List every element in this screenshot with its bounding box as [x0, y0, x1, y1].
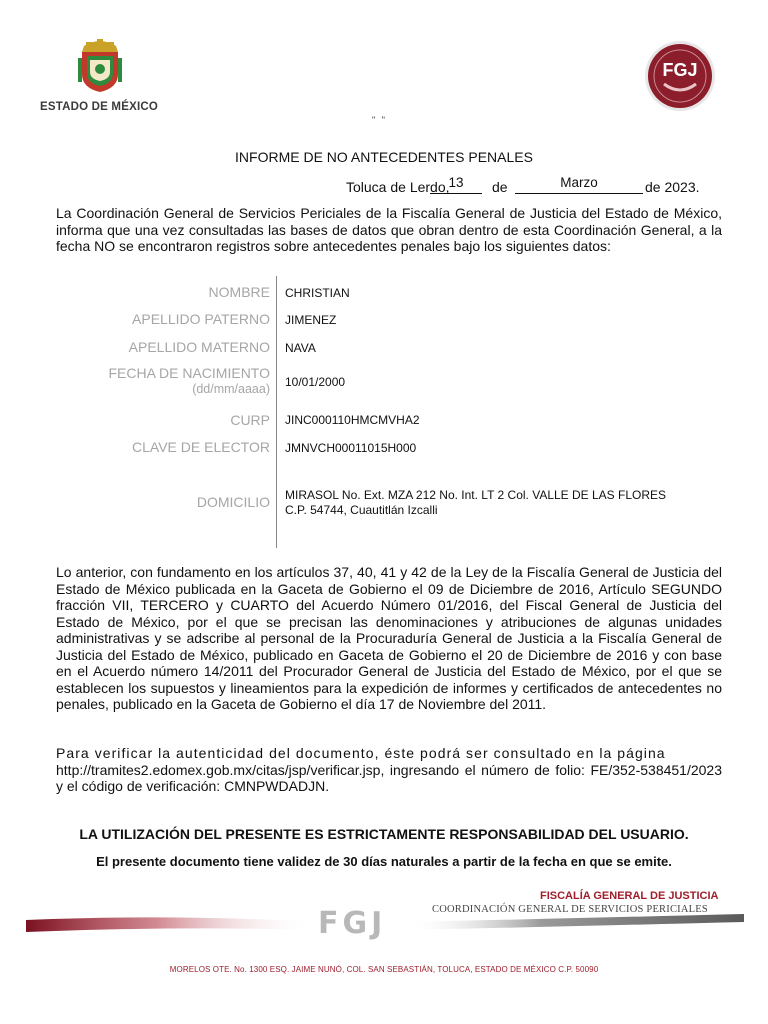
validity-notice: El presente documento tiene validez de 30 días naturales a partir de la fecha en que se emite.: [96, 854, 672, 869]
date-prefix: Toluca de Lerdo,: [346, 179, 450, 195]
value-apellido-materno: NAVA: [285, 341, 316, 355]
state-name: ESTADO DE MÉXICO: [40, 101, 158, 113]
document-title: INFORME DE NO ANTECEDENTES PENALES: [235, 149, 533, 165]
value-apellido-paterno: JIMENEZ: [285, 313, 337, 327]
verification-details: http://tramites2.edomex.gob.mx/citas/jsp/verificar.jsp, ingresando el número de folio: FE/352-538451/2023 y el código de verificación: CMNPWDADJN.: [56, 761, 722, 794]
label-clave-elector: CLAVE DE ELECTOR: [132, 439, 270, 455]
label-apellido-materno: APELLIDO MATERNO: [128, 339, 270, 355]
estado-de-mexico-coat-of-arms-icon: [76, 38, 124, 94]
value-domicilio-line1: MIRASOL No. Ext. MZA 212 No. Int. LT 2 Col. VALLE DE LAS FLORES: [285, 488, 667, 502]
table-divider: [276, 276, 277, 548]
date-line: [346, 175, 706, 200]
label-apellido-paterno: APELLIDO PATERNO: [132, 311, 270, 327]
verification-paragraph: [56, 745, 722, 795]
footer-address: MORELOS OTE. No. 1300 ESQ. JAIME NUNÓ, COL. SAN SEBASTIÁN, TOLUCA, ESTADO DE MÉXICO C.P. 50090: [169, 965, 599, 974]
legal-basis-paragraph: Lo anterior, con fundamento en los artículos 37, 40, 41 y 42 de la Ley de la Fiscalía General de Justicia del Estado de México publicada en la Gaceta de Gobierno el 09 de Diciembre de 2016, Artículo SEGUNDO fracción VII, TERCERO y CUARTO del Acuerdo Número 01/2016, del Fiscal General de Justicia del Estado de México, por el que se precisan las denominaciones y atribuciones de algunas unidades administrativas y se adscribe al personal de la Procuraduría General de Justicia a la Fiscalía General de Justicia del Estado de México, publicado en Gaceta de Gobierno el 20 de Diciembre de 2016 y con base en el Acuerdo número 14/2011 del Procurador General de Justicia del Estado de México, por el que se establecen los supuestos y lineamientos para la expedición de informes y certificados de antecedentes no penales, publicado en la Gaceta de Gobierno el día 17 de Noviembre del 2011.: [56, 564, 722, 712]
date-day: 13: [430, 175, 482, 194]
footer-department: COORDINACIÓN GENERAL DE SERVICIOS PERICIALES: [432, 904, 708, 915]
label-curp: CURP: [230, 412, 270, 428]
responsibility-disclaimer: LA UTILIZACIÓN DEL PRESENTE ES ESTRICTAMENTE RESPONSABILIDAD DEL USUARIO.: [79, 826, 689, 842]
footer-fgj-logo: FGJ: [318, 906, 387, 941]
intro-paragraph: La Coordinación General de Servicios Periciales de la Fiscalía General de Justicia del Estado de México, informa que una vez consultadas las bases de datos que obran dentro de esta Coordinación General, a la fecha NO se encontraron registros sobre antecedentes penales bajo los siguientes datos:: [56, 205, 722, 254]
footer-institution: FISCALÍA GENERAL DE JUSTICIA: [540, 890, 719, 902]
label-nombre: NOMBRE: [208, 284, 270, 300]
value-clave-elector: JMNVCH00011015H000: [285, 441, 417, 455]
date-connector: de: [492, 179, 508, 195]
value-curp: JINC000110HMCMVHA2: [285, 413, 420, 427]
label-fecha-format: (dd/mm/aaaa): [192, 382, 270, 396]
label-fecha-nacimiento: FECHA DE NACIMIENTO: [108, 365, 270, 381]
value-domicilio-line2: C.P. 54744, Cuautitlán Izcalli: [285, 503, 438, 517]
personal-data-table: [60, 276, 720, 548]
fgj-seal-text: FGJ: [662, 60, 698, 80]
verification-line1: Para verificar la autenticidad del documento, éste podrá ser consultado en la página: [56, 745, 666, 761]
label-domicilio: DOMICILIO: [196, 494, 270, 510]
date-month: Marzo: [515, 175, 643, 194]
header-marks: " ": [372, 115, 387, 125]
value-fecha-nacimiento: 10/01/2000: [285, 375, 346, 389]
date-year: de 2023.: [645, 179, 700, 195]
value-nombre: CHRISTIAN: [285, 286, 350, 300]
